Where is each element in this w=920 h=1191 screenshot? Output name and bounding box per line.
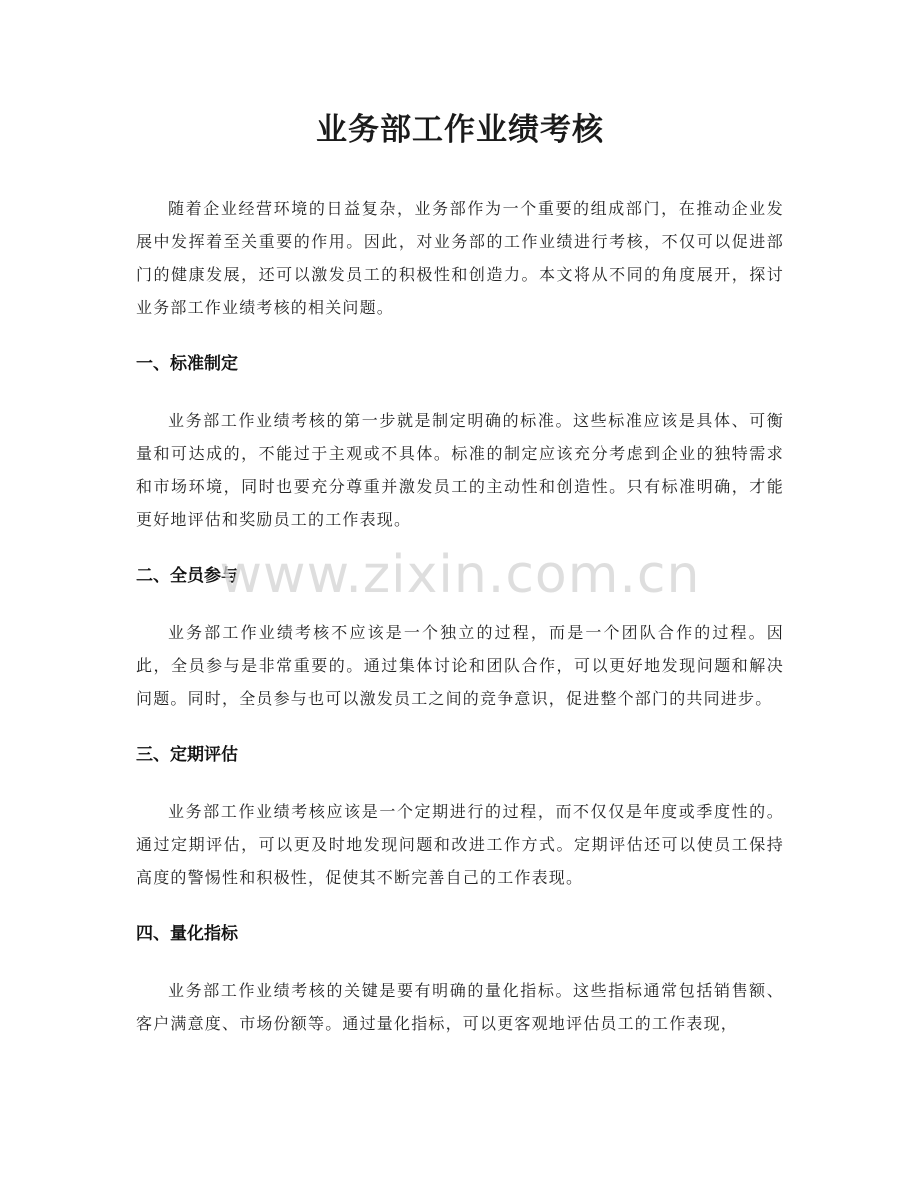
section-body-participation: 业务部工作业绩考核不应该是一个独立的过程，而是一个团队合作的过程。因此，全员参与是非常重要的。通过集体讨论和团队合作，可以更好地发现问题和解决问题。同时，全员参与也可以激发员工之间的竞争意识，促进整个部门的共同进步。 [136, 623, 784, 708]
section-body-standards: 业务部工作业绩考核的第一步就是制定明确的标准。这些标准应该是具体、可衡量和可达成的，不能过于主观或不具体。标准的制定应该充分考虑到企业的独特需求和市场环境，同时也要充分尊重并激发员工的主动性和创造性。只有标准明确，才能更好地评估和奖励员工的工作表现。 [136, 411, 784, 529]
watermark-text: www.zixin.com.cn [219, 545, 701, 605]
section-heading-standards: 一、标准制定 [136, 354, 238, 374]
intro-paragraph: 随着企业经营环境的日益复杂，业务部作为一个重要的组成部门，在推动企业发展中发挥着至关重要的作用。因此，对业务部的工作业绩进行考核，不仅可以促进部门的健康发展，还可以激发员工的积极性和创造力。本文将从不同的角度展开，探讨业务部工作业绩考核的相关问题。 [136, 199, 784, 317]
document-title: 业务部工作业绩考核 [316, 112, 604, 148]
section-body-metrics: 业务部工作业绩考核的关键是要有明确的量化指标。这些指标通常包括销售额、客户满意度、市场份额等。通过量化指标，可以更客观地评估员工的工作表现， [136, 981, 784, 1033]
section-heading-evaluation: 三、定期评估 [136, 745, 238, 765]
section-heading-participation: 二、全员参与 [136, 566, 238, 586]
section-body-evaluation: 业务部工作业绩考核应该是一个定期进行的过程，而不仅仅是年度或季度性的。通过定期评估，可以更及时地发现问题和改进工作方式。定期评估还可以使员工保持高度的警惕性和积极性，促使其不断完善自己的工作表现。 [136, 802, 784, 887]
section-heading-metrics: 四、量化指标 [136, 924, 238, 944]
